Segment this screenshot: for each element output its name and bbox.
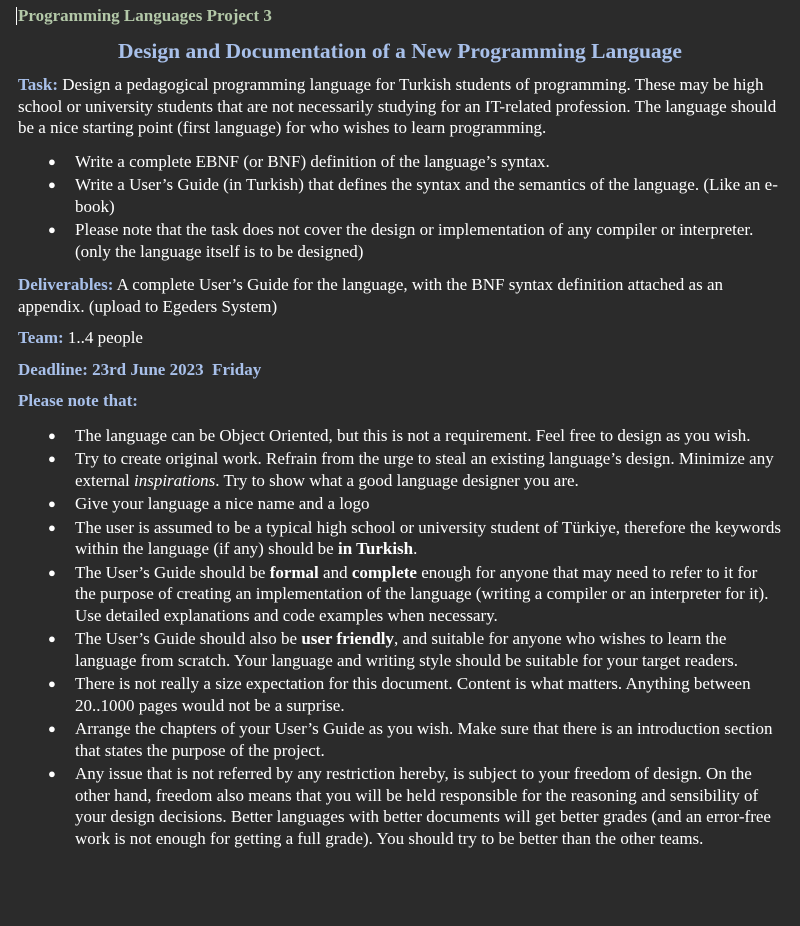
- list-item-text: .: [413, 539, 418, 558]
- list-item-text: enough for anyone that may need to refer to it for the purpose of creating an implementation of the language (writing a compiler or an interpreter for it). Use detailed explanations and code examples when necessary.: [75, 562, 769, 625]
- list-item[interactable]: [18, 219, 782, 262]
- bold-text: user friendly: [301, 629, 395, 648]
- list-item[interactable]: [18, 517, 782, 560]
- task-label: Task:: [18, 75, 59, 94]
- team-text: 1..4 people: [63, 328, 143, 347]
- list-item-text: and: [318, 562, 352, 582]
- bold-text: complete: [351, 562, 417, 582]
- list-item-text: Arrange the chapters of your User’s Guide as you wish. Make sure that there is an introduction section that states the purpose of the project.: [75, 719, 773, 760]
- deliverables-text: A complete User’s Guide for the language, with the BNF syntax definition attached as an appendix. (upload to Egeders System): [18, 275, 724, 316]
- bullet-icon: ●: [48, 177, 56, 192]
- document-title[interactable]: Design and Documentation of a New Programming Language: [118, 39, 682, 63]
- bullet-icon: ●: [48, 766, 56, 781]
- project-label[interactable]: Programming Languages Project 3: [18, 6, 272, 25]
- bullet-icon: ●: [48, 496, 56, 511]
- list-item[interactable]: [18, 562, 782, 627]
- bold-text: formal: [269, 562, 319, 582]
- list-item[interactable]: [18, 628, 782, 671]
- list-item-text: Try to create original work. Refrain from the urge to steal an existing language’s design. Minimize any external: [75, 449, 774, 490]
- list-item-text: Write a complete EBNF (or BNF) definition of the language’s syntax.: [75, 151, 550, 171]
- deadline-heading[interactable]: Deadline: 23rd June 2023 Friday: [18, 359, 262, 379]
- bullet-icon: ●: [48, 451, 56, 466]
- task-paragraph[interactable]: [18, 74, 782, 139]
- list-item[interactable]: [18, 151, 782, 173]
- list-item[interactable]: [18, 493, 782, 515]
- bullet-icon: ●: [48, 721, 56, 736]
- task-list: [18, 151, 782, 263]
- list-item-text: Any issue that is not referred by any restriction hereby, is subject to your freedom of design. On the other hand, freedom also means that you will be held responsible for the reasoning and sensibility of your design decisions. Better languages with better documents will get better grades (and an error-free work is not enough for getting a full grade). You should try to be better than the other teams.: [75, 764, 771, 848]
- bullet-icon: ●: [48, 631, 56, 646]
- team-paragraph[interactable]: [18, 327, 782, 349]
- list-item-text: The User’s Guide should also be: [75, 629, 302, 648]
- bullet-icon: ●: [48, 564, 56, 580]
- bold-text: in Turkish: [337, 539, 414, 558]
- deliverables-paragraph[interactable]: [18, 274, 782, 317]
- document-header: [18, 4, 782, 28]
- task-text: Design a pedagogical programming language for Turkish students of programming. These may be high school or university students that are not necessarily studying for an IT-related profession. The language should be a nice starting point (first language) for who wishes to learn programming.: [18, 75, 777, 137]
- list-item-text: Write a User’s Guide (in Turkish) that defines the syntax and the semantics of the language. (Like an e-book): [75, 175, 778, 216]
- notes-heading[interactable]: Please note that:: [18, 391, 138, 410]
- list-item[interactable]: [18, 763, 782, 849]
- bullet-icon: ●: [48, 427, 56, 443]
- bullet-icon: ●: [48, 153, 56, 169]
- list-item-text: There is not really a size expectation for this document. Content is what matters. Anything between 20..1000 pages would not be a surprise.: [75, 674, 751, 715]
- bullet-icon: ●: [48, 519, 56, 535]
- list-item[interactable]: [18, 718, 782, 761]
- list-item-text: The language can be Object Oriented, but this is not a requirement. Feel free to design as you wish.: [75, 425, 751, 445]
- list-item[interactable]: [18, 425, 782, 447]
- list-item-text: Give your language a nice name and a logo: [75, 494, 370, 513]
- team-label: Team:: [18, 328, 64, 347]
- list-item-text: Please note that the task does not cover the design or implementation of any compiler or interpreter. (only the language itself is to be designed): [75, 220, 754, 261]
- list-item-text: The user is assumed to be a typical high school or university student of Türkiye, therefore the keywords within the language (if any) should be: [75, 517, 781, 558]
- bullet-icon: ●: [48, 676, 56, 691]
- deliverables-label: Deliverables:: [18, 275, 114, 294]
- list-item-text: The User’s Guide should be: [75, 562, 270, 582]
- list-item[interactable]: [18, 174, 782, 217]
- notes-list: [18, 425, 782, 850]
- bullet-icon: ●: [48, 222, 56, 237]
- list-item[interactable]: [18, 448, 782, 491]
- list-item-text: , and suitable for anyone who wishes to learn the language from scratch. Your language and writing style should be suitable for your target readers.: [75, 629, 738, 670]
- text-cursor: [16, 7, 17, 25]
- emphasis-text: inspirations: [134, 470, 216, 490]
- list-item-text: . Try to show what a good language designer you are.: [215, 470, 579, 490]
- list-item[interactable]: [18, 673, 782, 716]
